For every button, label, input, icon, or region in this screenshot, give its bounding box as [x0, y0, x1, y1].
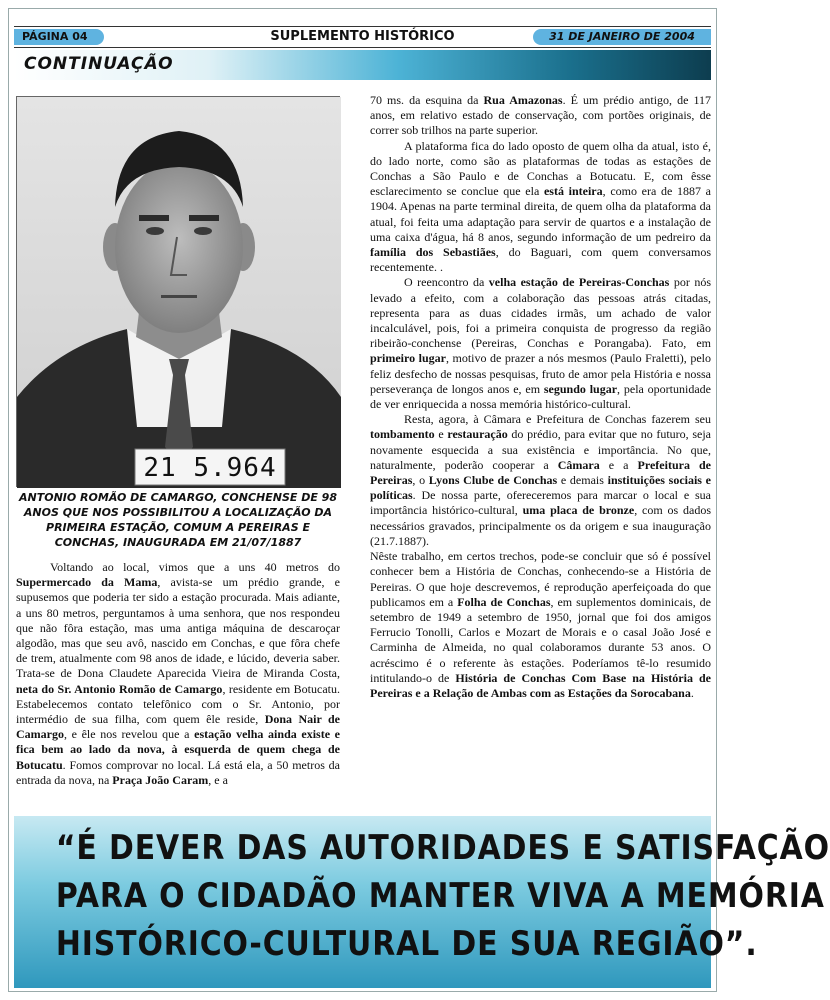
- paragraph: Nêste trabalho, em certos trechos, pode-se concluir que só é possível conhecer bem a História de Conchas, conhecendo-se a História de Pereiras. O que hoje descrevemos, é reprodução aperfeiçoada do que publicamos em a Folha de Conchas, em suplementos dominicais, de setembro de 1949 a setembro de 1950, jornal que foi dos amigos Ferrucio Tonolli, Carlos e Mozart de Morais e o casal João José e Carminha de Almeida, no qual colaboramos durante 53 anos. O acréscimo é o referente às estações. Poderíamos tê-lo resumido intitulando-o de História de Conchas Com Base na História de Pereiras e a Relação de Ambas com as Estações da Sorocabana.: [370, 549, 711, 700]
- photo-caption: ANTONIO ROMÃO DE CAMARGO, CONCHENSE DE 98 ANOS QUE NOS POSSIBILITOU A LOCALIZAÇÃO DA PRIMEIRA ESTAÇÃO, COMUM A PEREIRAS E CONCHAS, INAUGURADA EM 21/07/1887: [19, 491, 337, 549]
- paragraph: A plataforma fica do lado oposto de quem olha da atual, isto é, do lado norte, como são as plataformas de todas as estações de Conchas a São Paulo e de Conchas a Botucatu. E, com êsse esclarecimento se conclue que ela está inteira, como era de 1887 a 1904. Apenas na parte terminal direita, de quem olha da plataforma da atual, foi feita uma adaptação para servir de quartos e a instalação de uma caixa d'água, há 8 anos, segundo informação de um pedreiro da família dos Sebastiães, do Baguari, com quem conversamos recentemente. .: [370, 138, 711, 275]
- quote-line: “É DEVER DAS AUTORIDADES E SATISFAÇÃO: [55, 828, 830, 868]
- quote-line: HISTÓRICO-CULTURAL DE SUA REGIÃO”.: [55, 924, 758, 964]
- right-text-column: [370, 93, 711, 701]
- paragraph: Voltando ao local, vimos que a uns 40 metros do Supermercado da Mama, avista-se um prédio grande, e supusemos que poderia ter sido a estação procurada. Mais adiante, a uns 80 metros, perguntamos à uma senhora, que nos respondeu que não fôra estação, mas uma antiga máquina de descaroçar algodão, mas que seu avô, nascido em Conchas, e que fôra chefe de trem, atualmente com 98 anos de idade, e lúcido, deveria saber. Trata-se de Dona Claudete Aparecida Vieira de Miranda Costa, neta do Sr. Antonio Romão de Camargo, residente em Botucatu. Estabelecemos contato telefônico com o Sr. Antonio, por intermédio de sua filha, com quem êle reside, Dona Nair de Camargo, e êle nos revelou que a estação velha ainda existe e fica bem ao lado da nova, à esquerda de quem chega de Botucatu. Fomos comprovar no local. Lá está ela, a 50 metros da entrada da nova, na Praça João Caram, e a: [16, 560, 341, 787]
- portrait-illustration: [17, 97, 341, 488]
- photo-number-plate: 21 5.964: [143, 453, 277, 483]
- supplement-title: SUPLEMENTO HISTÓRICO: [270, 29, 455, 44]
- section-title: CONTINUAÇÃO: [24, 54, 174, 74]
- paragraph: 70 ms. da esquina da Rua Amazonas. É um prédio antigo, de 117 anos, em relativo estado de conservação, com portões originais, de correr sob trilhos na parte superior.: [370, 93, 712, 138]
- paragraph: Resta, agora, à Câmara e Prefeitura de Conchas fazerem seu tombamento e restauração do prédio, para evitar que no futuro, seja novamente esquecida a sua existência e importância. No que, naturalmente, poderão cooperar a Câmara e a Prefeitura de Pereiras, o Lyons Clube de Conchas e demais instituições sociais e políticas. De nossa parte, ofereceremos para marcar o local e sua importância histórico-cultural, uma placa de bronze, com os dados necessários gravados, principalmente os da origem e sua inauguração (21.7.1887).: [370, 412, 712, 548]
- left-text-column: [16, 560, 340, 788]
- paragraph: O reencontro da velha estação de Pereiras-Conchas por nós levado a efeito, com a colaboração das pessoas atrás citadas, representa para as duas cidades irmãs, um achado de valor incalculável, pois, foi a primeira conquista de progresso da região ribeirão-conchense (Pereiras, Conchas e Porangaba). Fato, em primeiro lugar, motivo de prazer a nós mesmos (Paulo Fraletti), pelo feliz desfecho de nossas pesquisas, fruto de amor pela História e nossa perseverança de longos anos e, em segundo lugar, pela oportunidade de ver enriquecida a nossa memória histórico-cultural.: [370, 275, 711, 412]
- quote-line: PARA O CIDADÃO MANTER VIVA A MEMÓRIA: [55, 876, 825, 916]
- portrait-photo: [16, 96, 340, 487]
- publication-date: 31 DE JANEIRO DE 2004: [533, 29, 711, 45]
- page-header: [14, 26, 711, 48]
- quote-banner: [14, 816, 830, 988]
- section-band: [14, 50, 711, 80]
- highlight-quote: [55, 824, 830, 968]
- page-number-label: PÁGINA 04: [14, 29, 104, 45]
